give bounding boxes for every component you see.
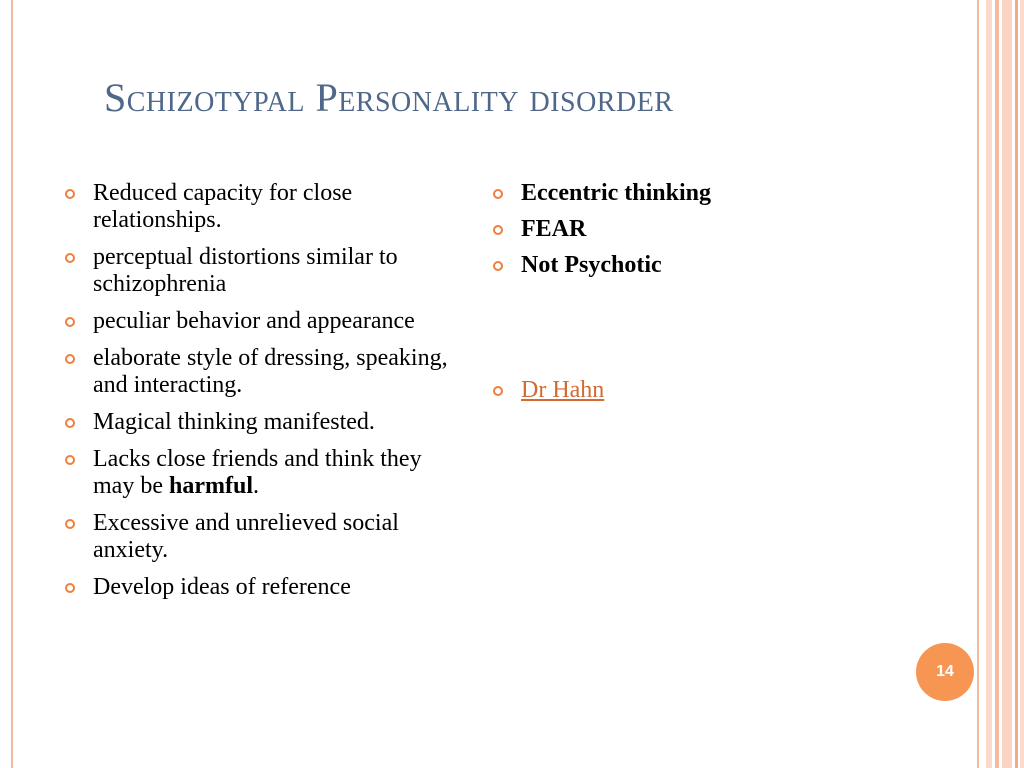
list-item-link: [488, 377, 908, 404]
hollow-circle-bullet-icon: [65, 354, 75, 364]
list-item-text: FEAR: [521, 216, 587, 242]
list-item-suffix: .: [252, 473, 259, 499]
list-item: [488, 252, 908, 279]
stripe: [1002, 0, 1012, 768]
list-item-text: Magical thinking manifested.: [93, 409, 375, 435]
list-item: [60, 446, 460, 500]
list-item-text: peculiar behavior and appearance: [93, 308, 415, 334]
list-item-text: perceptual distortions similar to schizophrenia: [93, 244, 398, 297]
list-item-text: Reduced capacity for close relationships.: [93, 180, 353, 233]
hollow-circle-bullet-icon: [65, 317, 75, 327]
stripe: [1015, 0, 1018, 768]
decorative-stripes: [986, 0, 1024, 768]
dr-hahn-link[interactable]: Dr Hahn: [521, 377, 605, 403]
stripe: [986, 0, 992, 768]
list-item-text: elaborate style of dressing, speaking, and interacting.: [93, 345, 448, 398]
hollow-circle-bullet-icon: [493, 386, 503, 396]
stripe: [995, 0, 999, 768]
hollow-circle-bullet-icon: [65, 189, 75, 199]
hollow-circle-bullet-icon: [65, 253, 75, 263]
hollow-circle-bullet-icon: [65, 519, 75, 529]
list-item: [60, 409, 460, 436]
list-item: [60, 574, 460, 601]
list-item: [60, 244, 460, 298]
hollow-circle-bullet-icon: [65, 418, 75, 428]
list-item-text: Excessive and unrelieved social anxiety.: [93, 510, 399, 563]
list-item: [60, 180, 460, 234]
hollow-circle-bullet-icon: [493, 261, 503, 271]
frame-right-border: [977, 0, 979, 768]
list-item-text: Eccentric thinking: [521, 180, 711, 206]
page-number-badge: 14: [916, 643, 974, 701]
list-item: [60, 345, 460, 399]
list-item-text: Not Psychotic: [521, 252, 662, 278]
list-item: [488, 180, 908, 207]
stripe: [1020, 0, 1024, 768]
list-item: [60, 510, 460, 564]
frame-left-border: [11, 0, 13, 768]
list-item: [60, 308, 460, 335]
right-bullet-list: [488, 180, 908, 413]
list-item-emphasis: harmful: [168, 473, 253, 499]
hollow-circle-bullet-icon: [493, 189, 503, 199]
list-item-text: Lacks close friends and think they may be: [93, 446, 422, 499]
hollow-circle-bullet-icon: [65, 455, 75, 465]
hollow-circle-bullet-icon: [493, 225, 503, 235]
slide-title: Schizotypal Personality disorder: [104, 75, 674, 120]
list-item: [488, 216, 908, 243]
left-bullet-list: [60, 180, 460, 611]
list-item-text: Develop ideas of reference: [93, 574, 351, 600]
hollow-circle-bullet-icon: [65, 583, 75, 593]
